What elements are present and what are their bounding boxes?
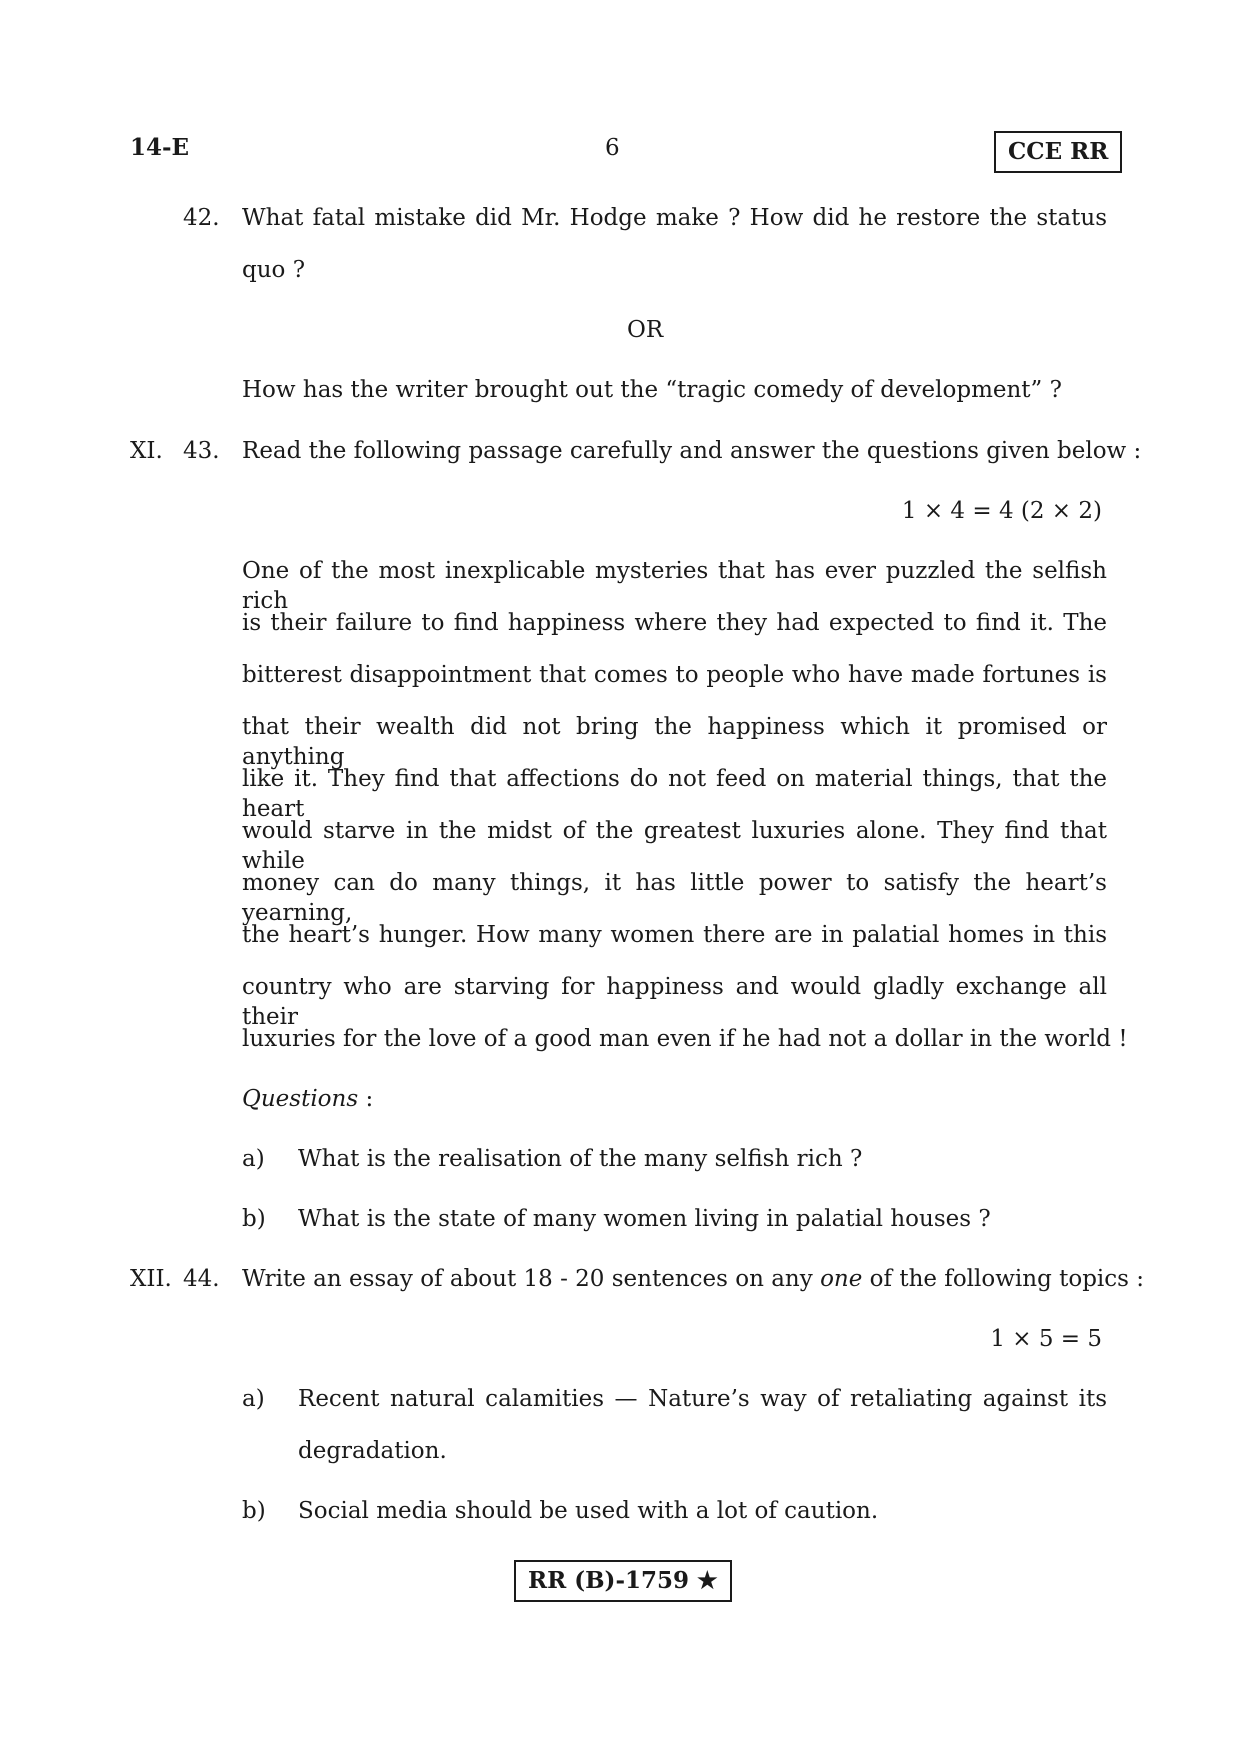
q44-prompt-emphasis: one (820, 1266, 863, 1292)
paper-code: 14-E (130, 134, 190, 161)
topic-a-line1: Recent natural calamities — Nature’s way of retaliating against its (298, 1386, 1107, 1412)
passage-line: is their failure to find happiness where they had expected to find it. The (242, 610, 1107, 636)
passage-line: like it. They find that affections do not feed on material things, that the heart (242, 766, 1107, 822)
q42-number: 42. (183, 205, 220, 231)
q44-prompt (242, 1264, 1144, 1294)
series-badge: CCE RR (994, 131, 1122, 173)
passage-line: One of the most inexplicable mysteries that has ever puzzled the selfish rich (242, 558, 1107, 614)
topic-a-line2: degradation. (298, 1438, 447, 1464)
q43-prompt: Read the following passage carefully and answer the questions given below : (242, 438, 1142, 464)
passage-line: that their wealth did not bring the happiness which it promised or anything (242, 714, 1107, 770)
question-b-label: b) (242, 1206, 266, 1232)
section-11-roman: XI. (130, 438, 163, 464)
q43-number: 43. (183, 438, 220, 464)
question-a-label: a) (242, 1146, 265, 1172)
topic-b-text: Social media should be used with a lot of caution. (298, 1498, 879, 1524)
passage-line: would starve in the midst of the greatest luxuries alone. They find that while (242, 818, 1107, 874)
passage-line: the heart’s hunger. How many women there are in palatial homes in this (242, 922, 1107, 948)
q44-number: 44. (183, 1266, 220, 1292)
q44-marks: 1 × 5 = 5 (990, 1326, 1102, 1352)
passage-line: money can do many things, it has little power to satisfy the heart’s yearning, (242, 870, 1107, 926)
topic-a-label: a) (242, 1386, 265, 1412)
topic-b-label: b) (242, 1498, 266, 1524)
passage-line: bitterest disappointment that comes to people who have made fortunes is (242, 662, 1107, 688)
section-12-roman: XII. (130, 1266, 172, 1292)
q42-alternative: How has the writer brought out the “tragic comedy of development” ? (242, 377, 1062, 403)
passage-line: country who are starving for happiness and would gladly exchange all their (242, 974, 1107, 1030)
passage-line: luxuries for the love of a good man even if he had not a dollar in the world ! (242, 1026, 1128, 1052)
question-a-text: What is the realisation of the many selfish rich ? (298, 1146, 863, 1172)
q44-prompt-pre: Write an essay of about 18 - 20 sentences on any (242, 1266, 821, 1292)
questions-label: Questions (242, 1086, 359, 1112)
question-b-text: What is the state of many women living in palatial houses ? (298, 1206, 991, 1232)
page-number: 6 (605, 135, 620, 161)
questions-colon: : (358, 1086, 374, 1112)
questions-heading (242, 1084, 373, 1114)
q43-marks: 1 × 4 = 4 (2 × 2) (901, 498, 1102, 524)
q42-line2: quo ? (242, 257, 306, 283)
q44-prompt-post: of the following topics : (862, 1266, 1145, 1292)
q42-line1: What fatal mistake did Mr. Hodge make ? How did he restore the status (242, 205, 1107, 231)
footer-code-badge: RR (B)-1759 ★ (514, 1560, 732, 1602)
or-separator: OR (627, 317, 664, 343)
